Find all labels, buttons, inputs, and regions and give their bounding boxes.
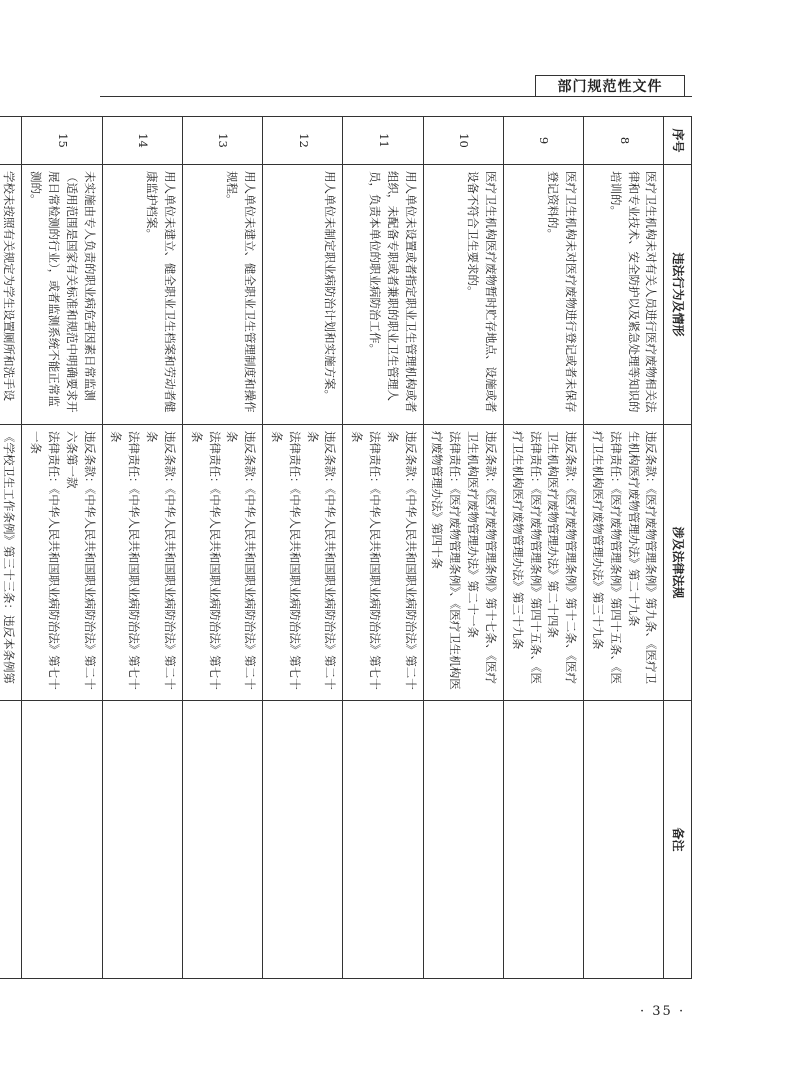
row-behavior: 医疗卫生机构医疗废物暂时贮存地点、设施或者设备不符合卫生要求的。 bbox=[423, 165, 503, 425]
document-category-label: 部门规范性文件 bbox=[535, 75, 685, 97]
row-note bbox=[0, 701, 22, 979]
regulation-table bbox=[0, 116, 692, 979]
law-liability: 法律责任：《中华人民共和国职业病防治法》第七十条 bbox=[189, 431, 222, 690]
row-note bbox=[102, 701, 182, 979]
table-row bbox=[0, 117, 22, 979]
table-row bbox=[584, 117, 664, 979]
row-law bbox=[102, 425, 182, 701]
row-law bbox=[343, 425, 423, 701]
law-violation: 《学校卫生工作条例》第三十三条：违反本条例第 bbox=[2, 431, 17, 684]
row-seq: 10 bbox=[423, 117, 503, 165]
law-violation: 违反条款：《医疗废物管理条例》第十二条、《医疗卫生机构医疗废物管理办法》第二十四条 bbox=[546, 431, 579, 684]
row-note bbox=[503, 701, 583, 979]
law-liability: 法律责任：《医疗废物管理条例》第四十五条、《医疗卫生机构医疗废物管理办法》第三十九条 bbox=[590, 431, 623, 684]
law-violation: 违反条款：《中华人民共和国职业病防治法》第二十条 bbox=[385, 431, 418, 690]
rotated-table bbox=[2, 116, 692, 978]
row-behavior: 医疗卫生机构未对医疗废物进行登记或者未保存登记资料的。 bbox=[503, 165, 583, 425]
row-law bbox=[263, 425, 343, 701]
regulation-table-container bbox=[2, 116, 692, 978]
row-behavior: 未实施由专人负责的职业病危害因素日常监测（适用范围是国家有关标准和规范中明确要求开展日常检测的行业），或者监测系统不能正常监测的。 bbox=[22, 165, 102, 425]
table-row bbox=[182, 117, 262, 979]
row-note bbox=[22, 701, 102, 979]
header-behavior: 违法行为及情形 bbox=[664, 165, 692, 425]
table-header-row bbox=[664, 117, 692, 979]
row-behavior: 用人单位未建立、健全职业卫生档案和劳动者健康监护档案。 bbox=[102, 165, 182, 425]
row-seq bbox=[0, 117, 22, 165]
row-law bbox=[423, 425, 503, 701]
law-liability: 法律责任：《医疗废物管理条例》、《医疗卫生机构医疗废物管理办法》第四十条 bbox=[430, 431, 463, 690]
header-note: 备注 bbox=[664, 701, 692, 979]
table-row bbox=[102, 117, 182, 979]
table-row bbox=[423, 117, 503, 979]
row-behavior: 用人单位未设置或者指定职业卫生管理机构或者组织，未配备专职或者兼职的职业卫生管理人员，负责本单位的职业病防治工作。 bbox=[343, 165, 423, 425]
law-violation: 违反条款：《中华人民共和国职业病防治法》第二十六条第一款 bbox=[64, 431, 97, 690]
law-violation: 违反条款：《中华人民共和国职业病防治法》第二十条 bbox=[305, 431, 338, 690]
row-note bbox=[423, 701, 503, 979]
row-seq: 11 bbox=[343, 117, 423, 165]
table-row bbox=[22, 117, 102, 979]
law-violation: 违反条款：《中华人民共和国职业病防治法》第二十条 bbox=[225, 431, 258, 690]
law-liability: 法律责任：《中华人民共和国职业病防治法》第七十条 bbox=[350, 431, 383, 690]
table-row bbox=[343, 117, 423, 979]
law-violation: 违反条款：《医疗废物管理条例》第十七条、《医疗卫生机构医疗废物管理办法》第二十一条 bbox=[466, 431, 498, 684]
law-liability: 法律责任：《中华人民共和国职业病防治法》第七十条 bbox=[269, 431, 302, 690]
law-liability: 法律责任：《中华人民共和国职业病防治法》第七十条 bbox=[109, 431, 142, 690]
row-seq: 12 bbox=[263, 117, 343, 165]
row-note bbox=[263, 701, 343, 979]
row-seq: 9 bbox=[503, 117, 583, 165]
page-number: · 35 · bbox=[640, 1004, 686, 1019]
row-behavior: 用人单位未制定职业病防治计划和实施方案。 bbox=[263, 165, 343, 425]
row-note bbox=[584, 701, 664, 979]
table-row bbox=[263, 117, 343, 979]
table-row bbox=[503, 117, 583, 979]
row-seq: 15 bbox=[22, 117, 102, 165]
law-liability: 法律责任：《中华人民共和国职业病防治法》第七十一条 bbox=[29, 431, 62, 690]
row-note bbox=[343, 701, 423, 979]
row-law bbox=[584, 425, 664, 701]
header-seq: 序号 bbox=[664, 117, 692, 165]
header-law: 涉及法律法规 bbox=[664, 425, 692, 701]
row-behavior: 医疗卫生机构未对有关人员进行医疗废物相关法律和专业技术、安全防护以及紧急处理等知识的培训的。 bbox=[584, 165, 664, 425]
row-seq: 8 bbox=[584, 117, 664, 165]
row-law bbox=[0, 425, 22, 701]
row-law bbox=[22, 425, 102, 701]
law-violation: 违反条款：《中华人民共和国职业病防治法》第二十条 bbox=[145, 431, 177, 690]
row-behavior: 学校未按照有关规定为学生设置厕所和洗手设 bbox=[0, 165, 22, 425]
row-behavior: 用人单位未建立、健全职业卫生管理制度和操作规程。 bbox=[182, 165, 262, 425]
row-law bbox=[182, 425, 262, 701]
row-law bbox=[503, 425, 583, 701]
law-violation: 违反条款：《医疗废物管理条例》第九条、《医疗卫生机构医疗废物管理办法》第二十九条 bbox=[626, 431, 659, 684]
row-note bbox=[182, 701, 262, 979]
law-liability: 法律责任：《医疗废物管理条例》第四十五条、《医疗卫生机构医疗废物管理办法》第三十九条 bbox=[510, 431, 543, 684]
row-seq: 13 bbox=[182, 117, 262, 165]
row-seq: 14 bbox=[102, 117, 182, 165]
